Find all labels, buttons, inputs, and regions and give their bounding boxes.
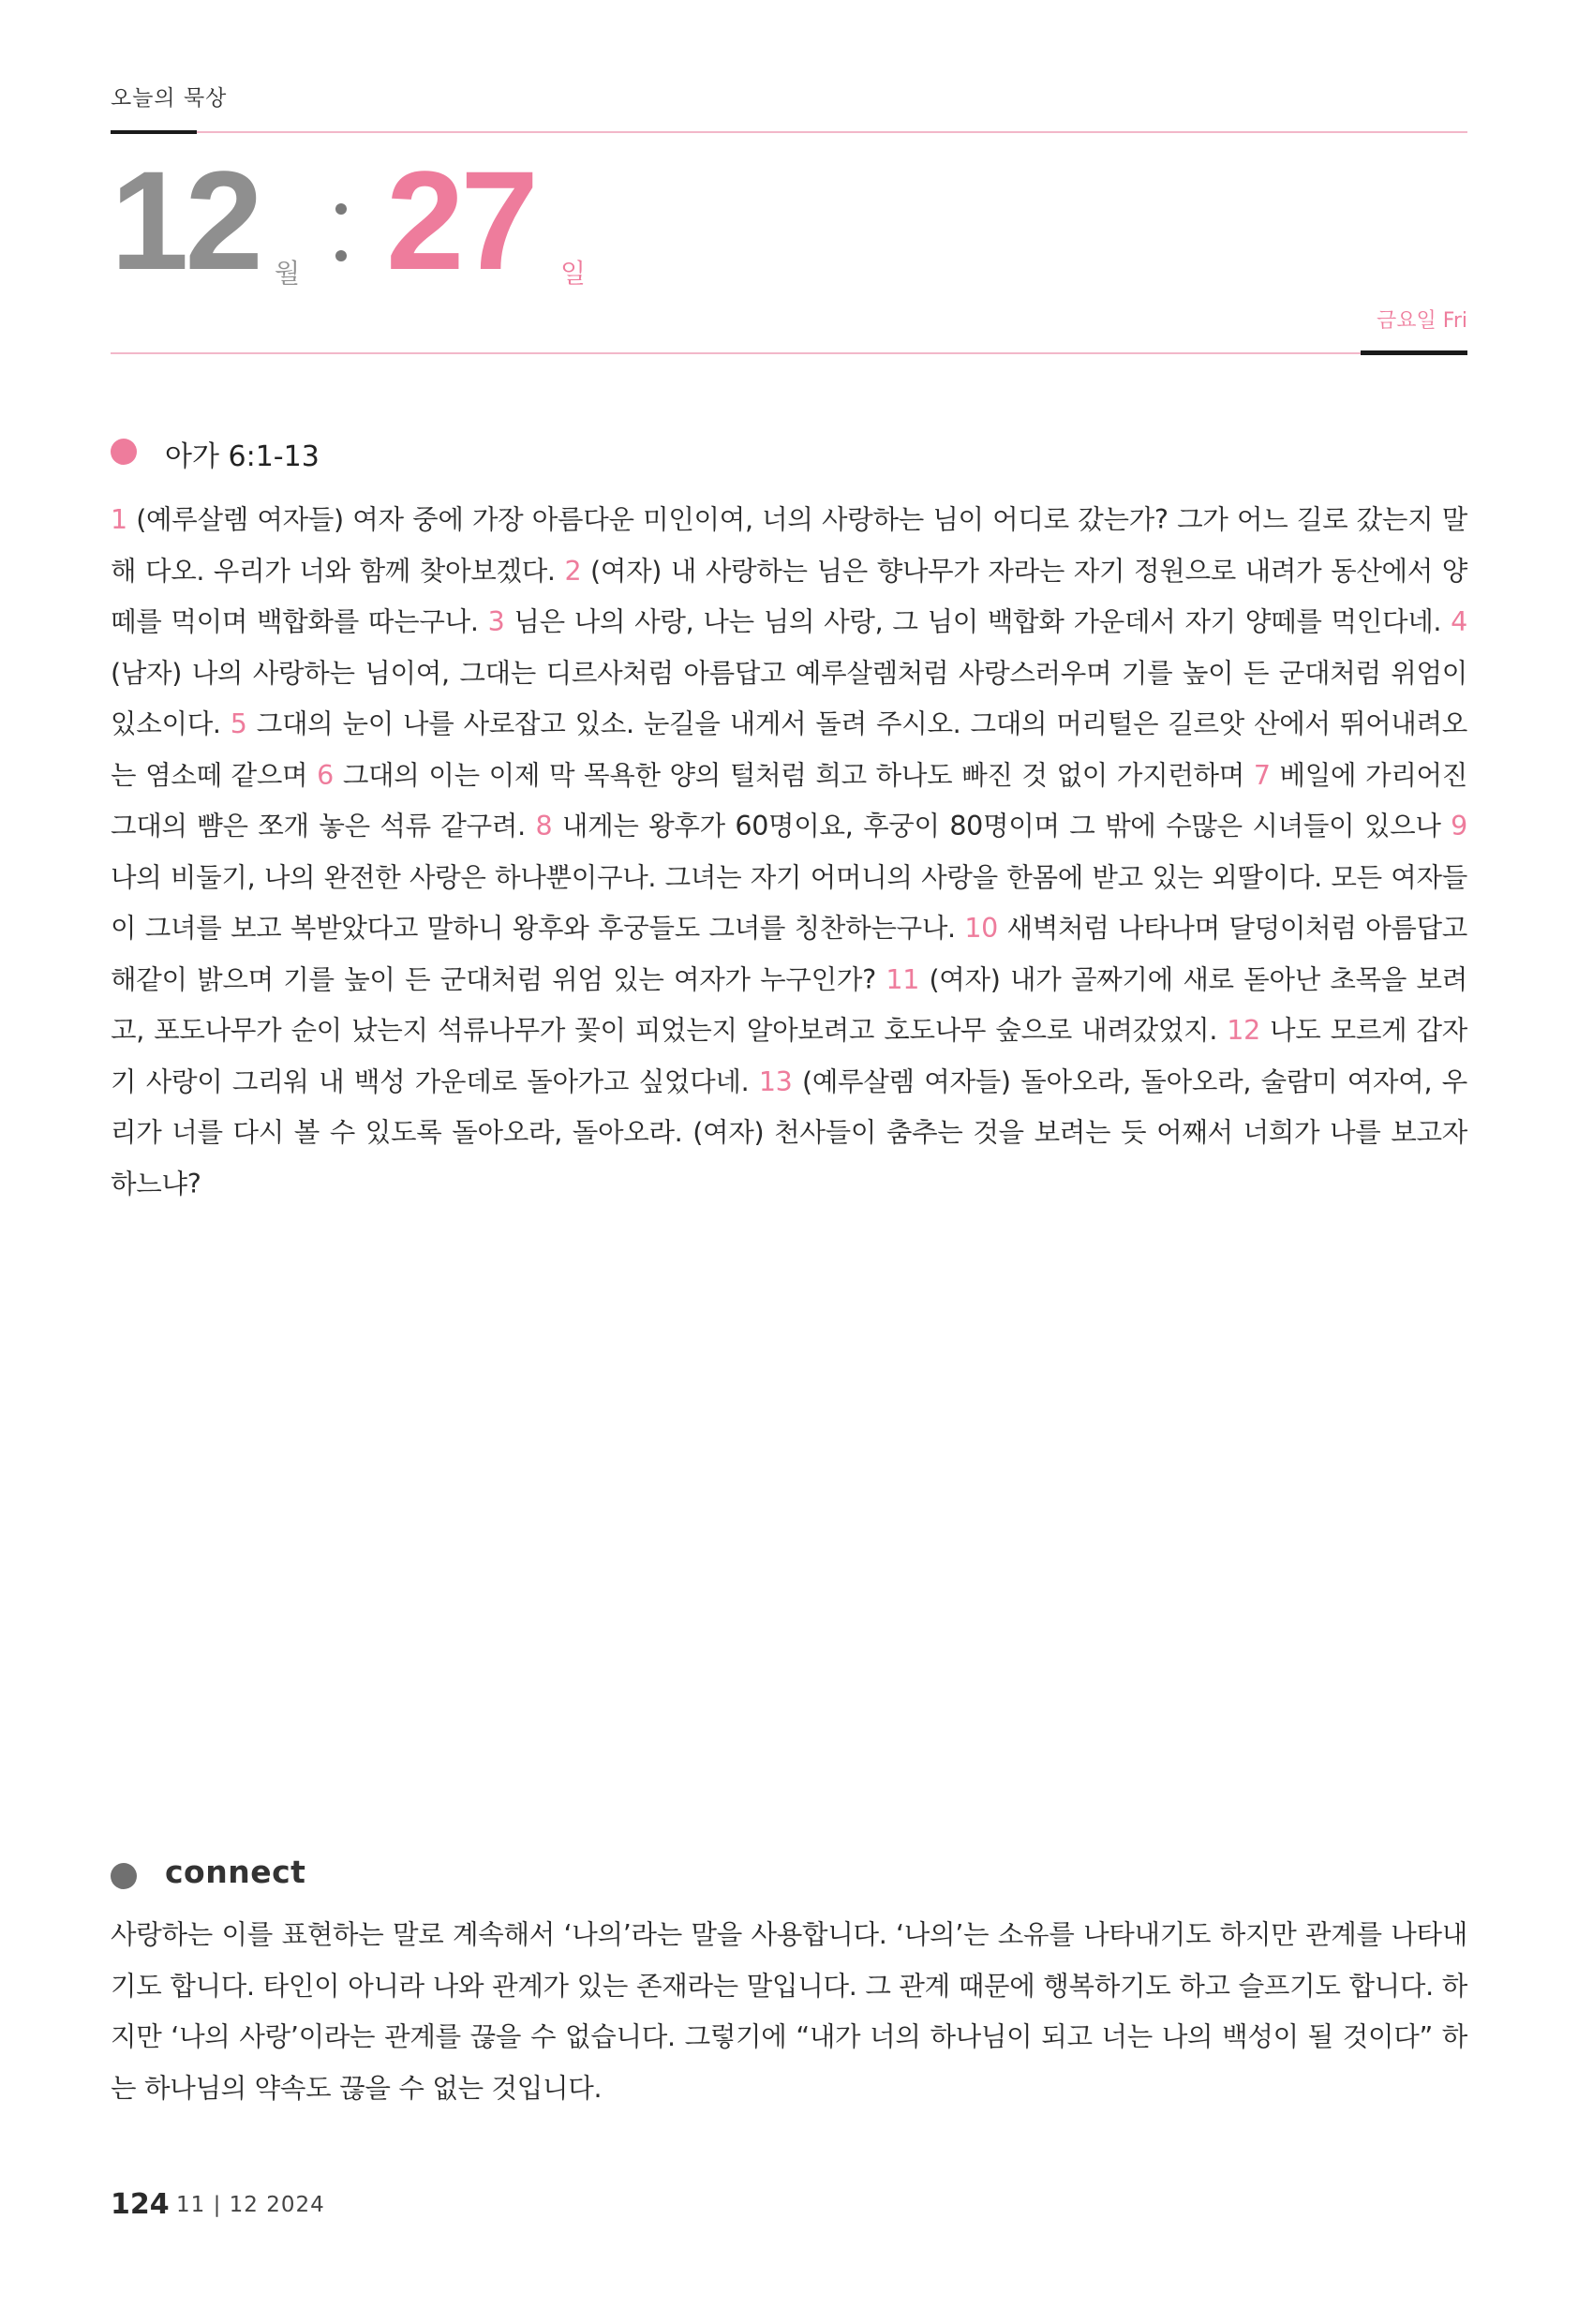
verse-text: 나의 비둘기, 나의 완전한 사랑은 하나뿐이구나. 그녀는 자기 어머니의 사랑을 한몸에 받고 있는 외딸이다. 모든 여자들이 그녀를 보고 복받았다고 말하니 왕후와 후궁들도 그녀를 칭찬하는구나.	[111, 861, 1467, 944]
verse-text: 그대의 이는 이제 막 목욕한 양의 털처럼 희고 하나도 빠진 것 없이 가지런하며	[333, 759, 1254, 791]
header-divider-top	[111, 131, 1467, 133]
connect-title: connect	[165, 1854, 306, 1890]
verse-number: 7	[1253, 759, 1271, 791]
connect-bullet-icon	[111, 1863, 137, 1889]
issue-label: 11 | 12 2024	[176, 2193, 325, 2217]
header-divider-bottom-accent	[1361, 350, 1467, 355]
verse-number: 3	[487, 606, 505, 637]
verse-number: 4	[1451, 606, 1467, 637]
verse-number: 10	[964, 913, 999, 944]
scripture-text	[111, 495, 1467, 1210]
month-unit: 월	[275, 258, 301, 289]
verse-text: (남자) 나의 사랑하는 님이여, 그대는 디르사처럼 아름답고 예루살렘처럼 사랑스러우며 기를 높이 든 군대처럼 위엄이 있소이다.	[111, 657, 1467, 739]
verse-text: (여자) 내 사랑하는 님은 향나무가 자라는 자기 정원으로 내려가 동산에서 양떼를 먹이며 백합화를 따는구나.	[111, 555, 1467, 637]
weekday-label: 금요일 Fri	[1377, 309, 1467, 333]
header-divider-bottom	[111, 352, 1467, 354]
verse-number: 12	[1227, 1015, 1260, 1046]
date-colon-separator	[335, 192, 349, 276]
verse-text: (예루살렘 여자들) 돌아오라, 돌아오라, 술람미 여자여, 우리가 너를 다시 볼 수 있도록 돌아오라, 돌아오라. (여자) 천사들이 춤추는 것을 보려는 듯 어째서 너희가 나를 보고자 하느냐?	[111, 1065, 1467, 1199]
verse-number: 5	[230, 708, 247, 739]
day-number: 27	[386, 142, 535, 299]
connect-text: 사랑하는 이를 표현하는 말로 계속해서 ‘나의’라는 말을 사용합니다. ‘나의’는 소유를 나타내기도 하지만 관계를 나타내기도 합니다. 타인이 아니라 나와 관계가 있는 존재라는 말입니다. 그 관계 때문에 행복하기도 하고 슬프기도 합니다. 하지만 ‘나의 사랑’이라는 관계를 끊을 수 없습니다. 그렇기에 “내가 너의 하나님이 되고 너는 나의 백성이 될 것이다” 하는 하나님의 약속도 끊을 수 없는 것입니다.	[111, 1919, 1467, 2104]
month-number: 12	[111, 142, 260, 299]
verse-number: 2	[564, 555, 582, 587]
header-divider-top-accent	[111, 130, 197, 134]
scripture-reference: 아가 6:1-13	[165, 440, 320, 473]
day-unit: 일	[560, 258, 587, 289]
verse-number: 1	[111, 504, 127, 535]
verse-text: 새벽처럼 나타나며 달덩이처럼 아름답고 해같이 밝으며 기를 높이 든 군대처럼 위엄 있는 여자가 누구인가?	[111, 913, 1468, 995]
scripture-bullet-icon	[111, 439, 137, 465]
verse-number: 13	[758, 1065, 793, 1097]
page-number: 124	[111, 2188, 170, 2221]
verse-text: 님은 나의 사랑, 나는 님의 사랑, 그 님이 백합화 가운데서 자기 양떼를 먹인다네.	[504, 606, 1451, 637]
verse-number: 8	[535, 811, 553, 842]
verse-text: 그대의 눈이 나를 사로잡고 있소. 눈길을 내게서 돌려 주시오. 그대의 머리털은 길르앗 산에서 뛰어내려오는 염소떼 같으며	[111, 708, 1468, 791]
verse-text: (여자) 내가 골짜기에 새로 돋아난 초목을 보려고, 포도나무가 순이 났는지 석류나무가 꽃이 피었는지 알아보려고 호도나무 숲으로 내려갔었지.	[111, 963, 1467, 1046]
verse-text: (예루살렘 여자들) 여자 중에 가장 아름다운 미인이여, 너의 사랑하는 님이 어디로 갔는가? 그가 어느 길로 갔는지 말해 다오. 우리가 너와 함께 찾아보겠다.	[111, 504, 1467, 587]
verse-number: 9	[1451, 811, 1467, 842]
section-label: 오늘의 묵상	[111, 86, 228, 111]
verse-number: 11	[886, 963, 920, 995]
verse-text: 나도 모르게 갑자기 사랑이 그리워 내 백성 가운데로 돌아가고 싶었다네.	[111, 1015, 1467, 1097]
verse-text: 내게는 왕후가 60명이요, 후궁이 80명이며 그 밖에 수많은 시녀들이 있으나	[552, 811, 1451, 842]
verse-number: 6	[317, 759, 334, 791]
verse-text: 베일에 가리어진 그대의 뺨은 쪼개 놓은 석류 같구려.	[111, 759, 1468, 842]
